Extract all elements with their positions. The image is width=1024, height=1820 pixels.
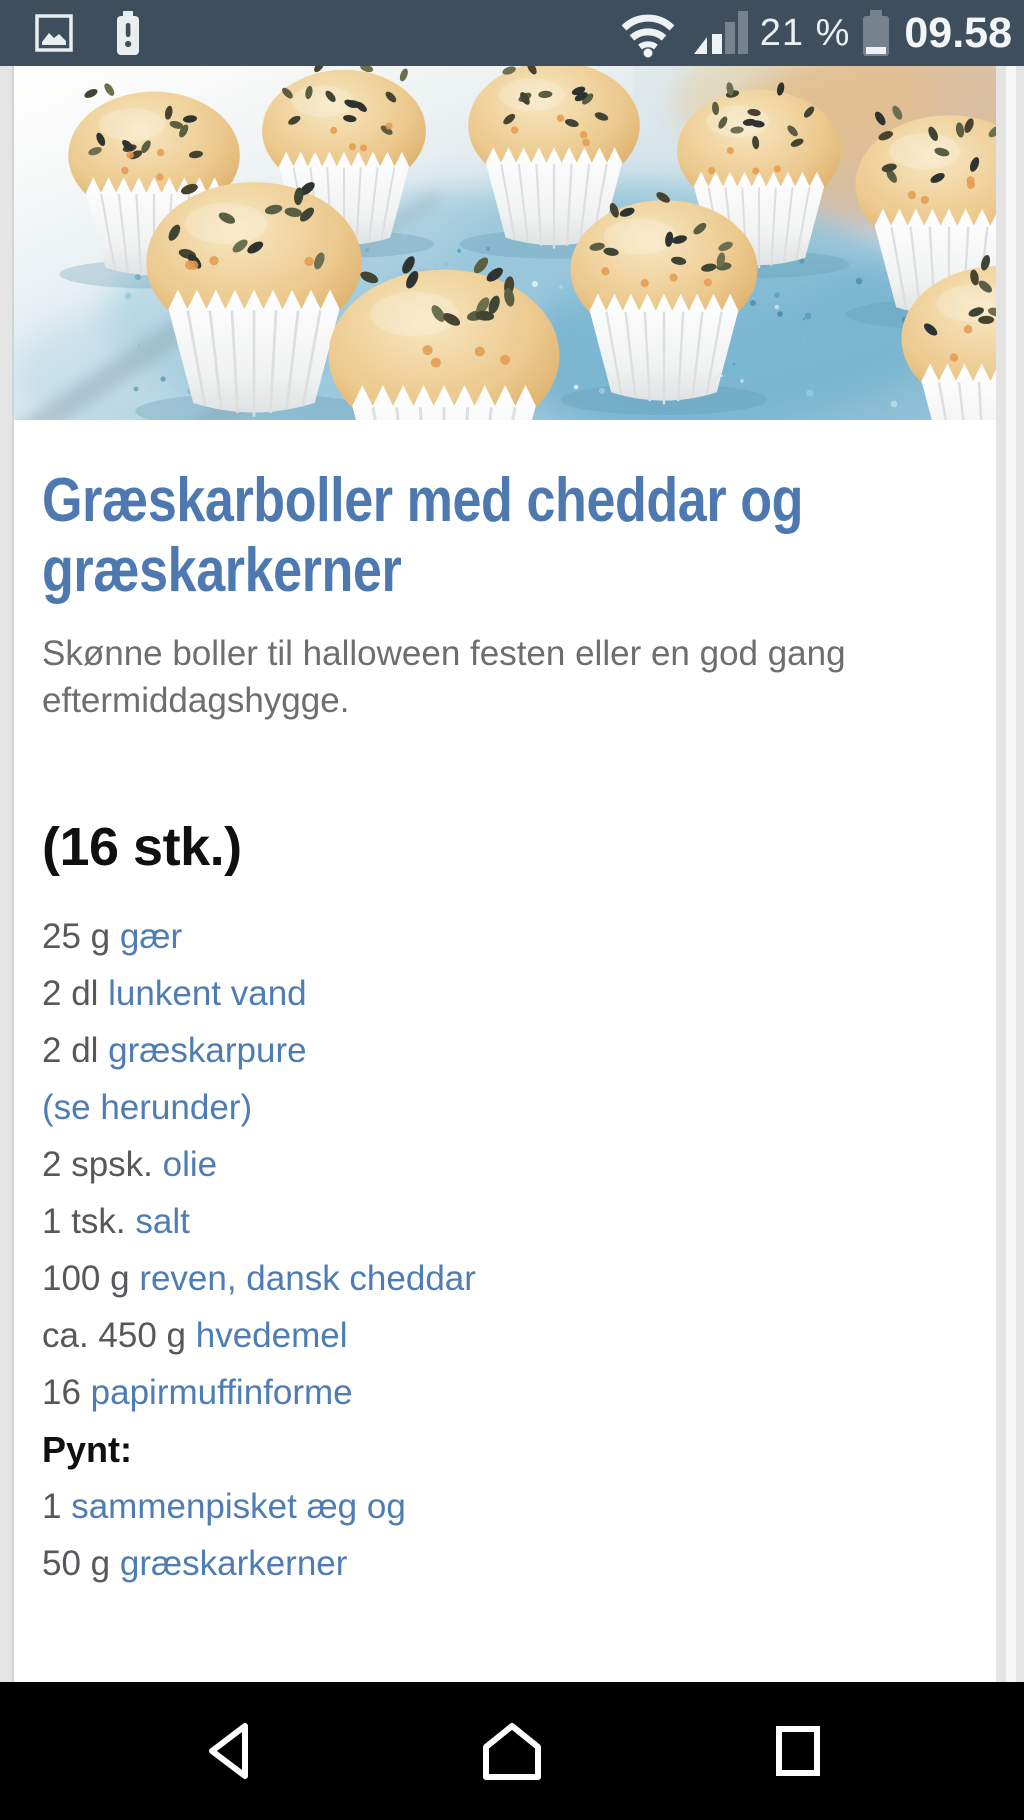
ingredient-link[interactable]: (se herunder) (42, 1088, 253, 1127)
recipe-photo-illustration (14, 66, 996, 420)
ingredient-link[interactable]: salt (135, 1202, 190, 1241)
home-icon (479, 1722, 545, 1780)
battery-alert-icon (114, 10, 142, 56)
android-nav-bar (0, 1682, 1024, 1820)
status-bar-indicators (618, 8, 1012, 58)
ingredient-quantity: 16 (42, 1373, 91, 1412)
ingredient-link[interactable]: olie (162, 1145, 218, 1184)
ingredient-list (42, 908, 968, 1592)
recipe-article (14, 466, 996, 1592)
ingredient-row (42, 1535, 968, 1592)
ingredient-row (42, 1022, 968, 1079)
clock: 09.58 (904, 8, 1012, 57)
ingredient-link[interactable]: gær (119, 917, 183, 956)
browser-page (12, 66, 996, 1682)
battery-icon (860, 8, 892, 58)
ingredient-link[interactable]: græskarkerner (119, 1544, 348, 1583)
signal-strength-icon (692, 10, 748, 56)
ingredient-row (42, 1250, 968, 1307)
ingredient-row (42, 908, 968, 965)
recipe-title: Græskarboller med cheddar og græskarkerner (42, 466, 804, 605)
ingredient-link[interactable]: reven, dansk cheddar (139, 1259, 476, 1298)
ingredient-row (42, 1364, 968, 1421)
recents-icon (774, 1724, 822, 1778)
ingredients-subheading: Pynt: (42, 1429, 132, 1470)
ingredient-quantity: 1 (42, 1487, 72, 1526)
battery-percent: 21 % (759, 11, 851, 54)
status-bar-notifications (34, 10, 142, 56)
ingredient-row (42, 1193, 968, 1250)
servings-heading: (16 stk.) (42, 817, 242, 877)
back-button[interactable] (196, 1713, 260, 1789)
ingredient-quantity: ca. 450 g (42, 1316, 196, 1355)
ingredient-link[interactable]: hvedemel (195, 1316, 348, 1355)
home-button[interactable] (469, 1712, 555, 1790)
ingredient-quantity: 2 spsk. (42, 1145, 163, 1184)
screenshot-icon (34, 13, 74, 53)
back-icon (206, 1723, 250, 1779)
scrollbar-gutter (1006, 66, 1016, 1682)
ingredient-quantity: 50 g (42, 1544, 120, 1583)
ingredient-quantity: 2 dl (42, 1031, 109, 1070)
ingredient-row (42, 1307, 968, 1364)
ingredient-row (42, 1136, 968, 1193)
ingredient-quantity: 1 tsk. (42, 1202, 136, 1241)
ingredient-row (42, 1079, 968, 1136)
wifi-icon (618, 8, 678, 58)
ingredient-quantity: 100 g (42, 1259, 140, 1298)
status-bar (0, 0, 1024, 66)
ingredient-quantity: 2 dl (42, 974, 109, 1013)
recipe-description: Skønne boller til halloween festen eller en god gang eftermiddagshygge. (42, 634, 846, 720)
ingredient-link[interactable]: sammenpisket æg og (71, 1487, 406, 1526)
recents-button[interactable] (764, 1714, 832, 1788)
recipe-photo (14, 66, 996, 420)
ingredient-row (42, 1478, 968, 1535)
ingredient-link[interactable]: græskarpure (108, 1031, 307, 1070)
ingredient-link[interactable]: lunkent vand (108, 974, 307, 1013)
ingredient-link[interactable]: papirmuffinforme (90, 1373, 353, 1412)
ingredient-row (42, 965, 968, 1022)
ingredient-quantity: 25 g (42, 917, 120, 956)
